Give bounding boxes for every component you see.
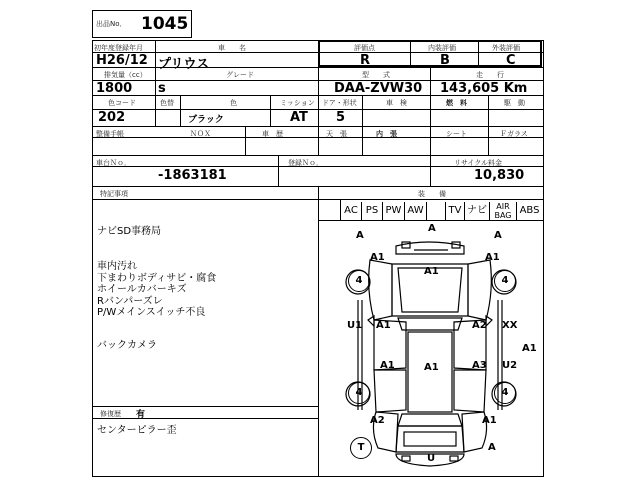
color-change-label: 色替	[160, 99, 174, 107]
note-line-6: P/Wメインスイッチ不良	[97, 307, 206, 318]
chassis-number-label: 車台Ｎｏ．	[96, 159, 131, 167]
damage-fender-fl: A1	[370, 252, 385, 263]
damage-front-center: A	[428, 223, 436, 234]
damage-door-rr-outer: U2	[502, 360, 518, 371]
damage-quarter-rl: A2	[370, 415, 385, 426]
damage-hood: A1	[424, 266, 439, 277]
damage-door-rl: A1	[380, 360, 395, 371]
score-label: 評価点	[354, 44, 375, 52]
tire-rear-right: 4	[494, 382, 516, 404]
fuel-label: 燃 料	[446, 99, 467, 107]
repair-history-value: 有	[136, 410, 146, 420]
recycle-fee-value: 10,830	[474, 168, 525, 183]
model-code-value: DAA-ZVW30	[334, 81, 423, 96]
mileage-value: 143,605 Km	[440, 81, 528, 96]
equip-ps: PS	[362, 202, 383, 220]
drive-label: 駆 動	[504, 99, 525, 107]
maintenance-book-label: 整備手帳	[96, 130, 124, 138]
model-code-label: 型 式	[362, 71, 390, 79]
front-glass-label: Ｆガラス	[500, 130, 528, 138]
damage-side-right: A1	[522, 343, 537, 354]
color-label: 色	[230, 99, 237, 107]
listing-number: 1045	[141, 14, 189, 34]
damage-door-rr: A3	[472, 360, 487, 371]
damage-door-fl-outer: U1	[347, 320, 363, 331]
inspection-label: 車 検	[386, 99, 407, 107]
score-value: R	[360, 53, 371, 68]
damage-front-left: A	[356, 230, 364, 241]
damage-door-fl: A1	[376, 320, 391, 331]
equip-aw: AW	[405, 202, 427, 220]
interior-score-label: 内装評価	[428, 44, 456, 52]
grade-label: グレード	[226, 71, 254, 79]
color-value: ブラック	[188, 115, 224, 125]
equip-navi: ナビ	[465, 202, 490, 220]
mission-value: AT	[290, 110, 308, 125]
equipment-label: 装 備	[418, 190, 446, 198]
damage-quarter-rr: A1	[482, 415, 497, 426]
note-line-1: ナビSD事務局	[97, 226, 162, 237]
registration-number-label: 登録Ｎｏ．	[288, 159, 323, 167]
special-notes-label: 特記事項	[100, 190, 128, 198]
displacement-value: 1800	[96, 81, 133, 96]
equip-ac: AC	[341, 202, 362, 220]
equip-tv: TV	[446, 202, 465, 220]
chassis-number-value: -1863181	[158, 168, 227, 183]
exterior-score-label: 外装評価	[492, 44, 520, 52]
car-name-label: 車 名	[218, 44, 246, 52]
mileage-label: 走 行	[476, 71, 504, 79]
color-code-value: 202	[98, 110, 126, 125]
car-damage-diagram	[318, 220, 544, 477]
repair-history-label: 修復歴	[100, 410, 121, 418]
recycle-fee-label: リサイクル料金	[454, 159, 503, 167]
equip-pw: PW	[383, 202, 405, 220]
damage-door-fr-outer: XX	[502, 320, 518, 331]
tire-rear-left: 4	[348, 382, 370, 404]
damage-rear-bumper: U	[427, 453, 436, 464]
nox-label: ＮＯＸ	[190, 130, 211, 138]
car-name-value: プリウス	[158, 57, 210, 72]
seat-label: シート	[446, 130, 467, 138]
displacement-label: 排気量（cc）	[104, 71, 147, 79]
interior-score-value: B	[440, 53, 450, 68]
roof-lining-label: 天 張	[326, 130, 347, 138]
mission-label: ミッション	[280, 99, 315, 107]
exterior-score-value: C	[506, 53, 516, 68]
reg-date-value: H26/12	[96, 53, 148, 68]
rear-left-mark: T	[350, 437, 372, 459]
listing-number-box	[92, 10, 192, 38]
color-code-label: 色コード	[108, 99, 136, 107]
grade-value: s	[158, 81, 166, 96]
listing-number-label: 出品No．	[96, 20, 127, 28]
damage-rear-right: A	[488, 442, 496, 453]
note-line-2: 車内汚れ	[97, 261, 137, 272]
tire-front-left: 4	[348, 270, 370, 292]
equip-blank	[427, 202, 446, 220]
damage-front-right: A	[494, 230, 502, 241]
damage-fender-fr: A1	[485, 252, 500, 263]
equip-airbag: AIR BAG	[490, 202, 517, 220]
note-line-5: Rバンパーズレ	[97, 296, 163, 307]
reg-date-label: 初年度登録年月	[94, 44, 143, 52]
damage-roof: A1	[424, 362, 439, 373]
damage-door-fr: A2	[472, 320, 487, 331]
note-line-7: バックカメラ	[97, 340, 157, 351]
note-line-3: 下まわりボディサビ・腐食	[97, 273, 217, 284]
door-type-label: ドア・形状	[322, 99, 357, 107]
inner-lining-label: 内 張	[376, 130, 397, 138]
repair-note: センターピラー歪	[97, 425, 177, 436]
tire-front-right: 4	[494, 270, 516, 292]
door-count-value: 5	[336, 110, 346, 125]
equip-abs: ABS	[519, 205, 540, 216]
note-line-4: ホイールカバーキズ	[97, 284, 187, 295]
history-label: 車 歴	[262, 130, 283, 138]
